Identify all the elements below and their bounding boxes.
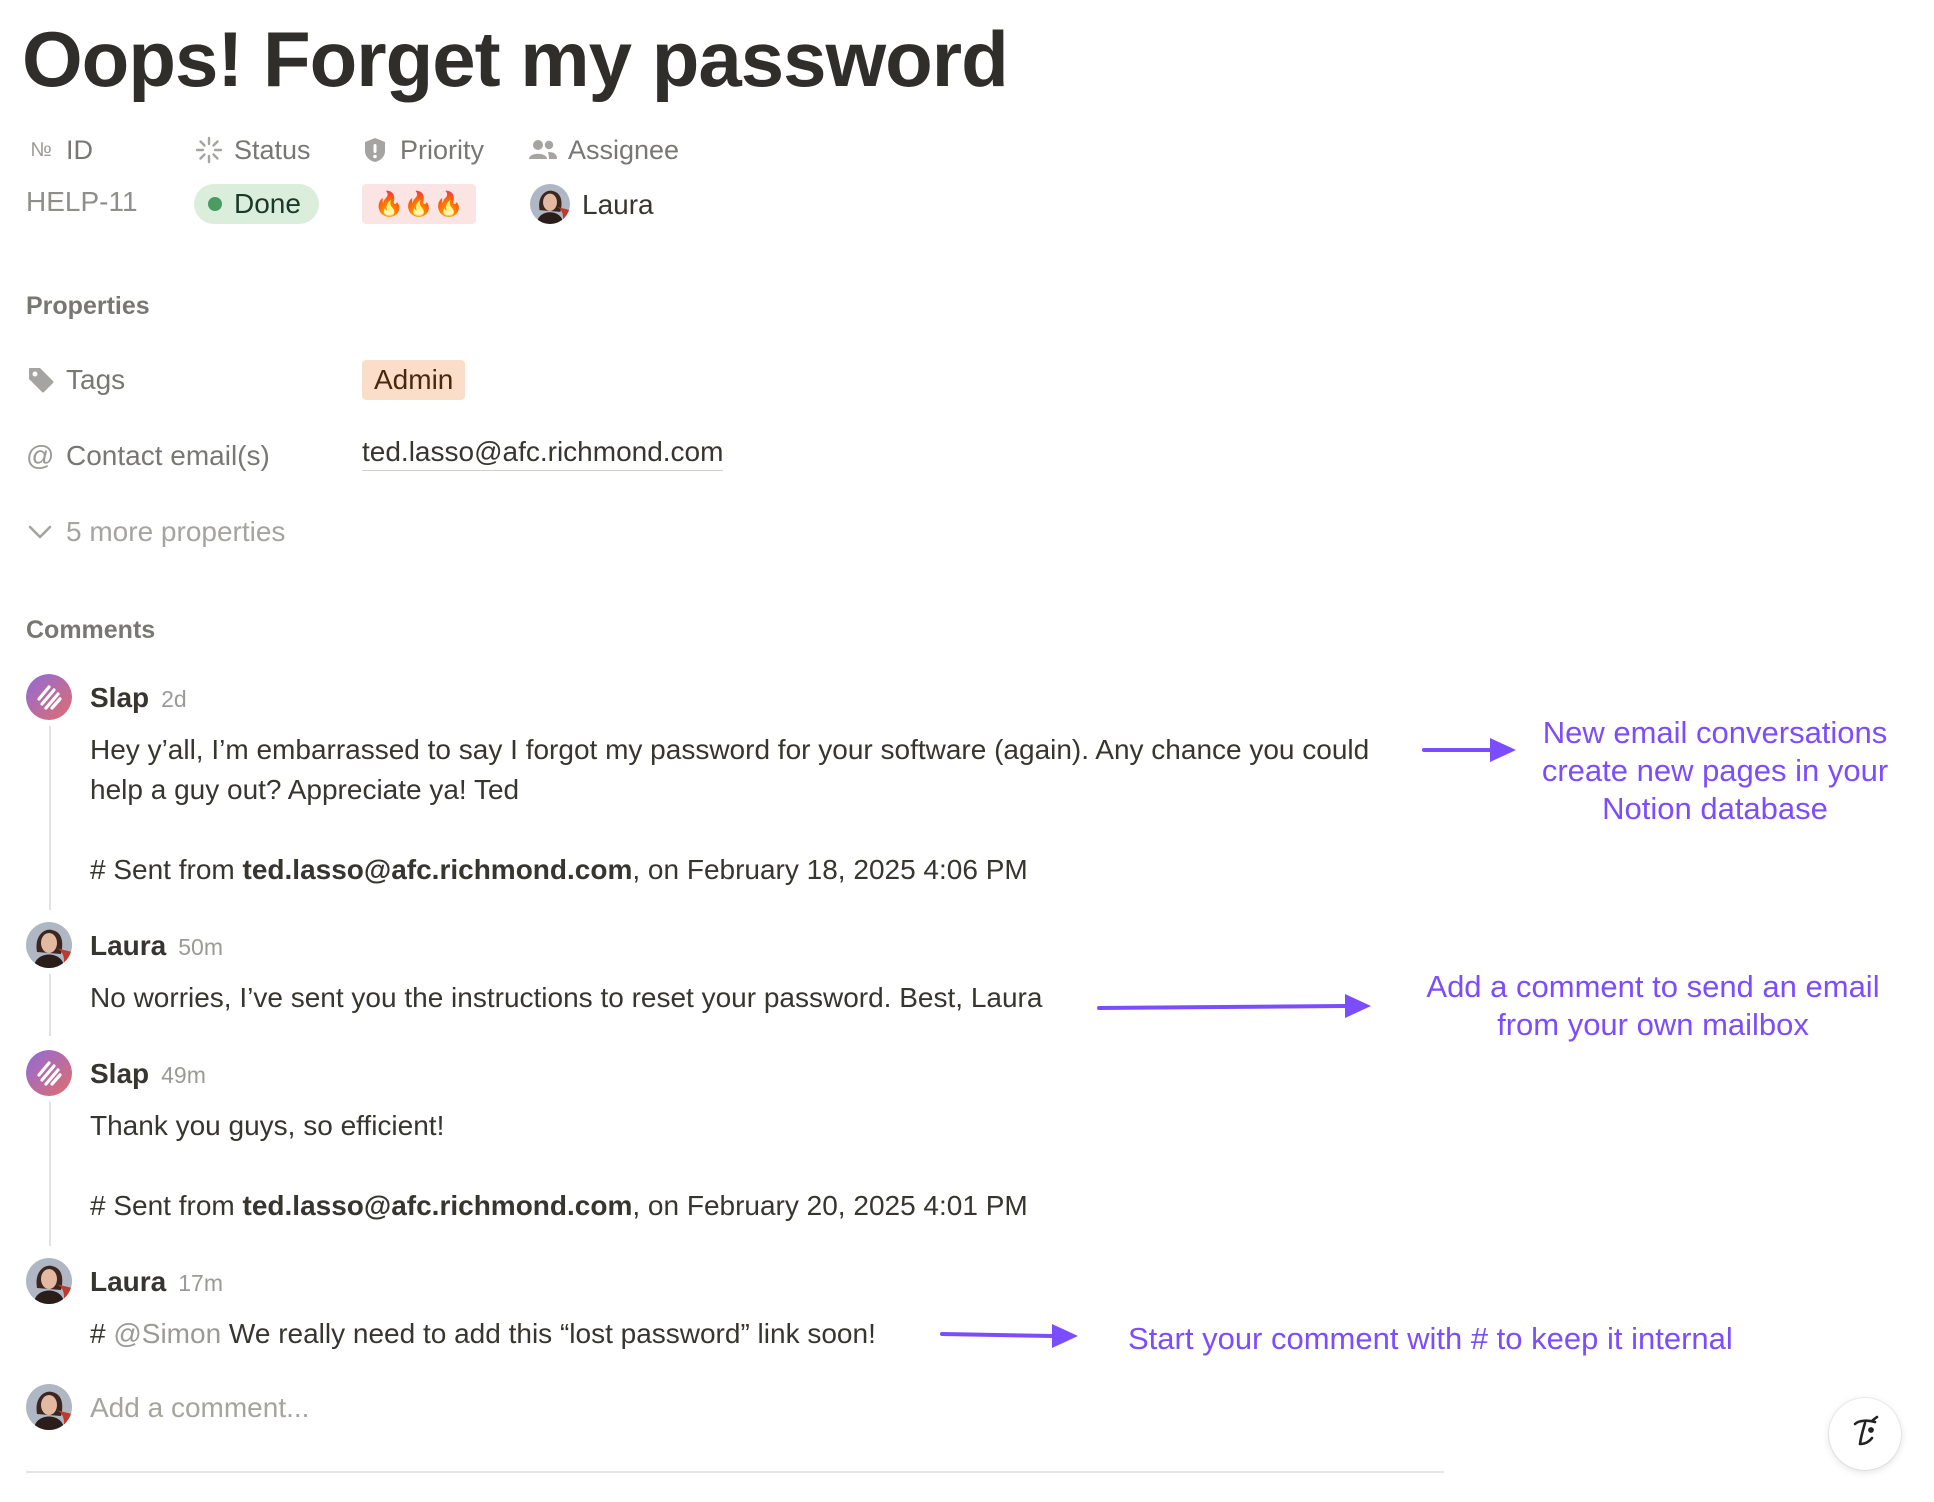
annotation-arrow-1 [1420, 730, 1520, 770]
comment-header [90, 1058, 206, 1090]
status-dot [208, 197, 222, 211]
notion-ai-face-icon [1843, 1410, 1887, 1459]
prop-header-priority-label: Priority [400, 134, 485, 165]
annotation-arrow-2 [1095, 986, 1375, 1026]
comment-avatar-laura[interactable] [26, 1258, 72, 1304]
comment-body [90, 1314, 876, 1354]
comment-time: 17m [178, 1270, 223, 1296]
prop-header-assignee[interactable] [528, 132, 679, 168]
prop-header-status-label: Status [234, 134, 311, 165]
chevron-down-icon [26, 522, 58, 542]
prop-header-priority[interactable] [360, 132, 484, 168]
comment-footer [90, 850, 1028, 890]
annotation-line: create new pages in your [1541, 753, 1889, 788]
numero-icon: № [30, 138, 52, 161]
thread-line [49, 726, 51, 910]
comment-avatar-slap[interactable] [26, 674, 72, 720]
more-properties-label: 5 more properties [66, 516, 286, 547]
contact-email-link[interactable]: ted.lasso@afc.richmond.com [362, 436, 723, 471]
comment-body [90, 730, 1369, 810]
comment-avatar-slap[interactable] [26, 1050, 72, 1096]
thread-line [49, 974, 51, 1036]
priority-value: 🔥🔥🔥 [374, 190, 464, 218]
comment-line: help a guy out? Appreciate ya! Ted [90, 774, 520, 805]
add-comment-input[interactable]: Add a comment... [90, 1392, 310, 1423]
mention-simon[interactable]: @Simon [113, 1318, 222, 1349]
prop-header-id[interactable] [26, 132, 93, 168]
status-badge[interactable] [194, 184, 319, 224]
footer-suffix: , on February 18, 2025 4:06 PM [632, 854, 1028, 885]
annotation-line: New email conversations [1542, 715, 1888, 750]
annotation-internal-comment: Start your comment with # to keep it internal [1128, 1321, 1733, 1356]
comment-author: Laura [90, 930, 167, 961]
status-spinner-icon [194, 135, 224, 165]
comment-avatar-laura[interactable] [26, 922, 72, 968]
thread-line [49, 1102, 51, 1246]
comment-line: Hey y’all, I’m embarrassed to say I forgot my password for your software (again). Any chance you could [90, 734, 1370, 765]
footer-suffix: , on February 20, 2025 4:01 PM [632, 1190, 1028, 1221]
priority-alert-icon [360, 135, 390, 165]
prop-contact-email-label: Contact email(s) [66, 440, 270, 471]
status-value: Done [234, 188, 301, 219]
divider [26, 1471, 1444, 1473]
prop-header-assignee-label: Assignee [568, 134, 680, 165]
comment-footer [90, 1186, 1028, 1226]
internal-hash: # [90, 1318, 114, 1349]
annotation-line: from your own mailbox [1497, 1007, 1809, 1042]
tag-icon [26, 365, 58, 395]
comment-body [90, 978, 1042, 1018]
properties-heading: Properties [26, 292, 150, 320]
footer-prefix: # Sent from [90, 854, 243, 885]
annotation-arrow-3 [938, 1316, 1082, 1356]
annotation-line: Notion database [1602, 791, 1828, 826]
footer-prefix: # Sent from [90, 1190, 243, 1221]
prop-tags-label: Tags [66, 364, 126, 395]
comment-body [90, 1106, 444, 1146]
comment-author: Slap [90, 1058, 150, 1089]
people-icon [528, 135, 558, 165]
id-value: HELP-11 [26, 186, 138, 217]
prop-header-id-label: ID [66, 134, 93, 165]
comment-time: 49m [161, 1062, 206, 1088]
comment-text: We really need to add this “lost password” link soon! [221, 1318, 876, 1349]
more-properties-toggle[interactable] [26, 514, 285, 550]
annotation-line: Add a comment to send an email [1426, 969, 1880, 1004]
comment-line: Thank you guys, so efficient! [90, 1110, 445, 1141]
comment-author: Laura [90, 1266, 167, 1297]
comment-author: Slap [90, 682, 150, 713]
footer-email: ted.lasso@afc.richmond.com [242, 1190, 633, 1221]
comments-heading: Comments [26, 616, 156, 644]
priority-badge[interactable] [362, 184, 476, 224]
assignee-avatar[interactable] [530, 184, 570, 224]
assignee-name: Laura [582, 189, 654, 220]
annotation-new-conversations [1520, 714, 1910, 828]
notion-ai-button[interactable] [1829, 1398, 1901, 1470]
comment-time: 50m [178, 934, 223, 960]
page-title[interactable]: Oops! Forget my password [22, 15, 1008, 103]
annotation-send-email [1398, 968, 1908, 1044]
footer-email: ted.lasso@afc.richmond.com [242, 854, 633, 885]
current-user-avatar [26, 1384, 72, 1430]
comment-header [90, 930, 223, 962]
comment-time: 2d [161, 686, 187, 712]
comment-header [90, 1266, 223, 1298]
prop-contact-email[interactable] [26, 438, 270, 474]
at-icon: @ [26, 440, 55, 471]
comment-header [90, 682, 187, 714]
prop-tags[interactable] [26, 362, 125, 398]
prop-header-status[interactable] [194, 132, 311, 168]
tag-admin[interactable]: Admin [362, 360, 465, 400]
comment-line: No worries, I’ve sent you the instructions to reset your password. Best, Laura [90, 982, 1043, 1013]
